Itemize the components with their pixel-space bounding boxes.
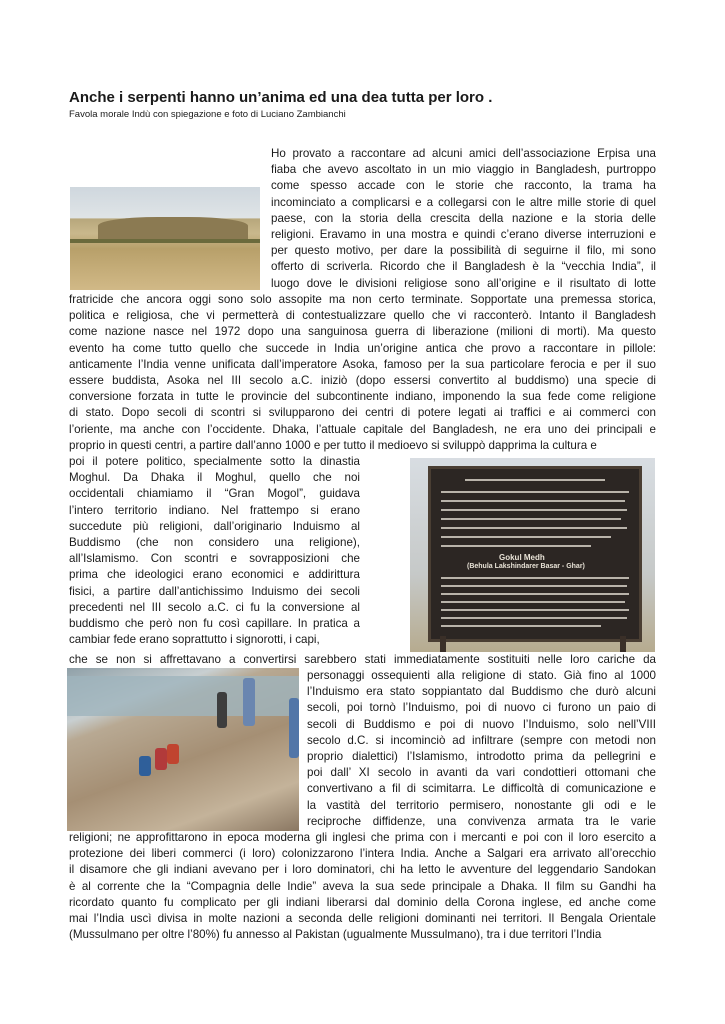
paragraph-intro [271,146,656,292]
signboard-photo [410,458,655,652]
text-line: all’Islamismo. Con scontri e sovrapposizioni che [69,552,360,566]
text-line: essere buddista, Asoka nel III secolo a.C. iniziò (dopo essersi convertito al buddismo) una specie di [69,373,656,387]
board-text-line [441,577,629,579]
board-text-line [441,601,625,603]
text-line: convertivano a fil di scimitarra. Le difficoltà di comunicazione e [307,782,656,796]
text-line: paese, con la storia della crescita della nazione e la storia delle [271,211,656,225]
text-line: come spesso accade con le storie che racconto, la trama ha [271,179,656,193]
text-line: buddismo che però non fu così capillare. In pratica a [69,616,360,630]
board-text-line [441,625,601,627]
paragraph-colonial [69,830,656,943]
person-walking [217,692,227,728]
person-edge [289,698,299,758]
board-subtitle: (Behula Lakshindarer Basar - Ghar) [467,563,585,570]
paragraph-religions [307,668,656,830]
text-line: proprio in questi centri, a partire dall’anno 1000 e per tutto il medioevo si sviluppò dapprima la cultura e [69,438,597,452]
text-line: come nazione nasce nel 1972 dopo una sanguinosa guerra di liberazione (milioni di morti). Ma questo [69,325,656,339]
archaeological-mound-photo [70,187,260,290]
text-line: l’oriente, ma anche con l’occidente. Dhaka, l’attuale capitale del Bangladesh, ne era uno dei principali e [69,422,656,436]
text-line: è al corrente che la “Compagnia delle Indie” aveva la sua sede principale a Dhaka. Il film su Gandhi ha [69,879,656,893]
text-line: poi il potere politico, specialmente sotto la dinastia [69,455,360,468]
text-line: il disamore che gli indiani avevano per i loro dominatori, chi ha letto le avventure del leggendario Sandokan [69,863,656,877]
sign-board [428,466,642,642]
text-line: che se non si affrettavano a convertirsi sarebbero stati immediatamente sostituiti nelle loro cariche da [69,653,656,666]
text-line: religioni; ne approfittarono in epoca moderna gli inglesi che prima con i mercanti e poi con il loro esercito a [69,831,656,844]
board-text-line [441,509,627,511]
text-line: succedute più religioni, dall’originario Induismo al [69,519,360,533]
text-line: proprio dialettici) l’Islamismo, introdotto prima da pellegrini e [307,749,656,763]
text-line: cambiar fede erano soprattutto i signorotti, i capi, [69,633,320,647]
text-line: reciproche diffidenze, una convivenza armata tra le varie [307,814,656,828]
text-line: personaggi ossequienti alla religione di stato. Già fino al 1000 [307,669,656,682]
text-line: la vastità del territorio permisero, nonostante gli odi e le [307,798,656,812]
text-line: luogo dove le divisioni religiose sono all’origine e il risultato di lotte [271,276,656,290]
text-line: religioni. Eravamo in una mostra e quindi c’erano diverse interruzioni e [271,227,656,241]
board-text-line [441,500,625,502]
text-line: poi dall’ XI secolo in avanti da vari condottieri ottomani che [307,766,656,780]
person-sitting [167,744,179,764]
paragraph-moghul [69,454,360,648]
excavation-site-people-photo [67,668,299,831]
text-line: offerto di scriverla. Ricordo che il Bangladesh è la “vecchia India”, il [271,260,656,274]
person-standing [243,678,255,726]
board-text-line [441,527,627,529]
board-text-line [441,593,629,595]
text-line: evento ha come tutto quello che succede in India un’origine antica che provo a raccontare in pillole: [69,341,656,355]
mound-shape [98,217,248,239]
text-line: secoli, poi tornò l’Induismo, poi di nuovo ci furono un paio di [307,701,656,715]
text-line: di stato. Dopo secoli di scontri si svilupparono dei centri di potere legati ai traffici e ai commerci con [69,406,656,420]
text-line: per questo motivo, per dare la possibilità di seguirne il filo, mi sono [271,244,656,258]
text-line: secoli di Buddismo e poi di nuovo l’Induismo, solo nell’VIII [307,717,656,731]
text-line: fratricide che ancora oggi sono solo assopite ma non certo terminate. Sopportate una premessa storica, [69,293,656,306]
sign-post-left [440,636,446,652]
text-line: anticamente l’India venne unificata dall’imperatore Asoka, famoso per la sua particolare ferocia e per il suo [69,357,656,371]
grass-band [70,239,260,243]
board-title: Gokul Medh [499,553,545,562]
board-text-line [441,536,611,538]
paragraph-history [69,292,656,454]
text-line: precedenti nel III secolo a.C. ci fu la conversione al [69,600,360,614]
text-line: l’intero territorio indiano. Nel frattempo si erano [69,503,360,517]
text-line: Moghul. Da Dhaka il Moghul, quello che noi [69,471,360,485]
sign-post-right [620,636,626,652]
text-line: fisici, a partire dall’antichissimo Induismo dei secoli [69,584,360,598]
text-line: secolo d.C. si incominciò ad infiltrare (sempre con metodi non [307,733,656,747]
text-line: mai l’India uscì divisa in molte nazioni a seconda delle religioni dominanti nei territori. Il Bengala Orientale [69,911,656,925]
lake-area [67,676,299,716]
text-line: Buddismo (che non considero una religione), [69,535,360,549]
text-line: conversione forzata in tutte le provincie del subcontinente indiano, imponendo la sua fede come religione [69,390,656,404]
article-subtitle: Favola morale Indù con spiegazione e foto di Luciano Zambianchi [69,109,346,120]
text-line: Ho provato a raccontare ad alcuni amici dell’associazione Erpisa una [271,147,656,160]
text-line: ricordato quanto fu complicato per gli indiani liberarsi dal dominio della Corona inglese, ed anche come [69,895,656,909]
paragraph-leaders [69,652,656,668]
person-sitting [155,748,167,770]
board-text-line [441,609,629,611]
person-sitting [139,756,151,776]
article-title: Anche i serpenti hanno un’anima ed una dea tutta per loro . [69,89,493,106]
text-line: occidentali chiamiamo il “Gran Mogol”, guidava [69,487,360,501]
board-text-line [441,491,629,493]
board-text-line [441,585,627,587]
text-line: politica e religiosa, che vi permetterà di contestualizzare quello che vi racconterò. Intanto il Bangladesh [69,309,656,323]
text-line: fiaba che avevo ascoltato in un mio viaggio in Bangladesh, purtroppo [271,163,656,177]
board-text-line [441,518,621,520]
text-line: incominciato a complicarsi e a collegarsi con le altre mille storie di quel [271,195,656,209]
board-text-line [441,617,627,619]
board-text-line [465,479,605,481]
text-line: l’Induismo era stato soppiantato dal Buddismo che durò alcuni [307,685,656,699]
text-line: protezione dei liberi commerci (i loro) colonizzarono l’intera India. Anche a Salgari era arrivato all’orecchio [69,847,656,861]
text-line: prima che ideologici erano economici e addirittura [69,568,360,582]
board-text-line [441,545,591,547]
text-line: (Mussulmano per oltre l’80%) fu annesso al Pakistan (ugualmente Mussulmano), tra i due territori l’India [69,928,602,942]
